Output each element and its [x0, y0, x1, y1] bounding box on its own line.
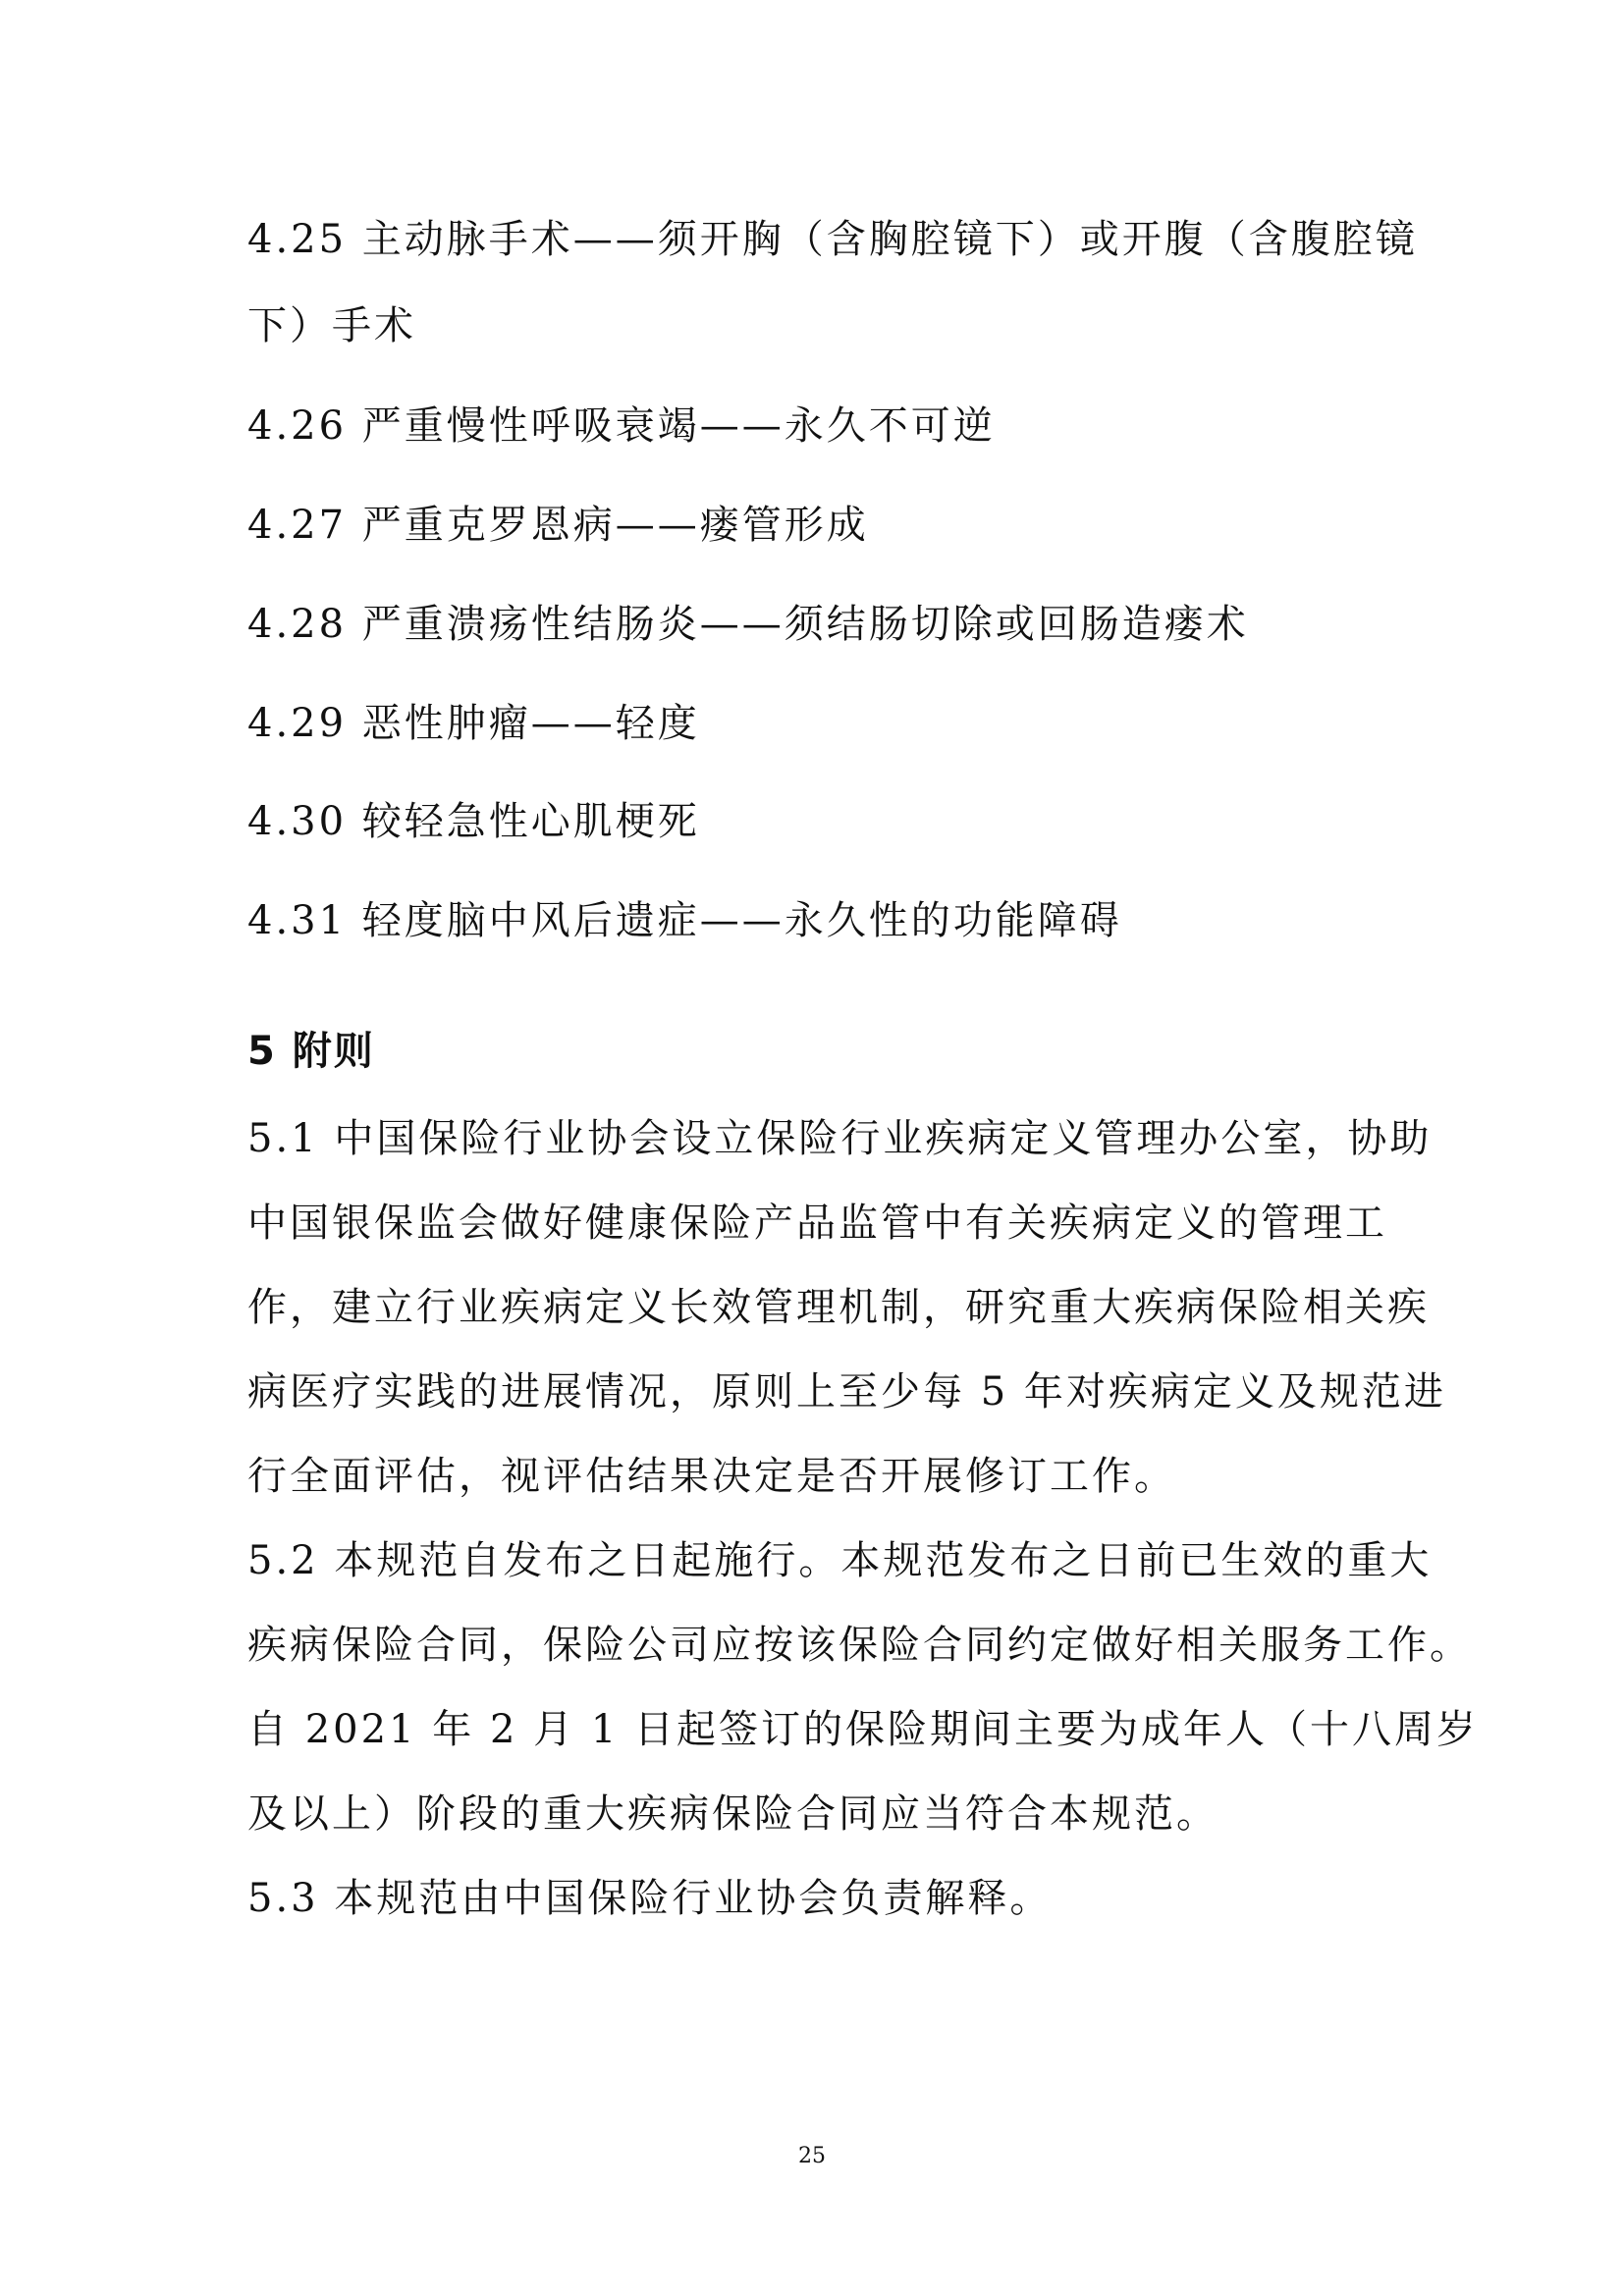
clause-5-1-line-5: 行全面评估，视评估结果决定是否开展修订工作。	[247, 1454, 1176, 1499]
item-number: 4.31	[247, 898, 348, 943]
clause-5-1-line-3: 作，建立行业疾病定义长效管理机制，研究重大疾病保险相关疾	[247, 1285, 1430, 1330]
item-4-30	[247, 799, 700, 844]
item-4-25-line-1	[247, 217, 1418, 262]
page-number: 25	[798, 2144, 826, 2168]
item-number: 4.29	[247, 701, 348, 746]
clause-5-2-line-3: 自 2021 年 2 月 1 日起签订的保险期间主要为成年人（十八周岁	[247, 1707, 1479, 1752]
item-number: 4.30	[247, 799, 348, 844]
item-title: 严重慢性呼吸衰竭——永久不可逆	[361, 403, 996, 449]
item-number: 4.28	[247, 602, 348, 647]
clause-5-2-line-2: 疾病保险合同，保险公司应按该保险合同约定做好相关服务工作。	[247, 1623, 1472, 1668]
clause-5-2-line-1: 5.2 本规范自发布之日起施行。本规范发布之日前已生效的重大	[247, 1538, 1433, 1583]
item-number: 4.26	[247, 403, 348, 449]
item-4-31	[247, 898, 1122, 943]
clause-5-2-line-4: 及以上）阶段的重大疾病保险合同应当符合本规范。	[247, 1791, 1218, 1837]
item-title: 严重溃疡性结肠炎——须结肠切除或回肠造瘘术	[361, 602, 1249, 647]
item-4-26	[247, 403, 996, 449]
item-4-27	[247, 503, 869, 548]
clause-5-1-line-4: 病医疗实践的进展情况，原则上至少每 5 年对疾病定义及规范进	[247, 1369, 1446, 1415]
item-number: 4.27	[247, 503, 348, 548]
item-title: 较轻急性心肌梗死	[361, 799, 700, 844]
clause-5-1-line-2: 中国银保监会做好健康保险产品监管中有关疾病定义的管理工	[247, 1201, 1387, 1246]
item-title: 轻度脑中风后遗症——永久性的功能障碍	[361, 898, 1122, 943]
section-5-heading: 5 附则	[247, 1029, 375, 1074]
clause-5-1-line-1: 5.1 中国保险行业协会设立保险行业疾病定义管理办公室，协助	[247, 1116, 1433, 1161]
clause-5-3-line-1: 5.3 本规范由中国保险行业协会负责解释。	[247, 1876, 1053, 1921]
item-number: 4.25	[247, 217, 348, 262]
item-title: 恶性肿瘤——轻度	[361, 701, 700, 746]
item-title: 主动脉手术——须开胸（含胸腔镜下）或开腹（含腹腔镜	[361, 217, 1418, 262]
item-title: 严重克罗恩病——瘘管形成	[361, 503, 869, 548]
item-4-28	[247, 602, 1249, 647]
item-4-25-line-2: 下）手术	[247, 303, 416, 348]
item-4-29	[247, 701, 700, 746]
